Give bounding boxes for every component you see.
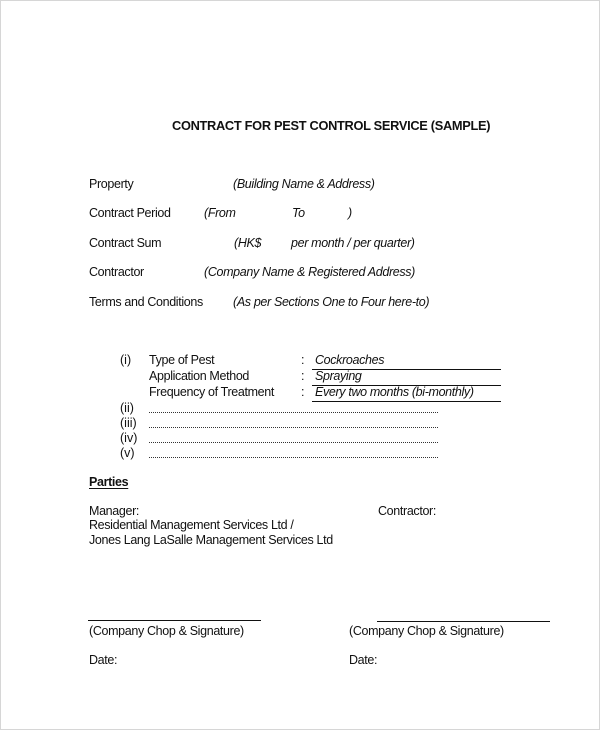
pest-item-numeral-iii: (iii): [120, 416, 137, 430]
manager-name-line2: Jones Lang LaSalle Management Services Ltd: [89, 533, 333, 547]
pest-row-value-type: Cockroaches: [315, 353, 385, 367]
pest-item-numeral-ii: (ii): [120, 401, 134, 415]
pest-row-sep: :: [301, 385, 305, 399]
pest-item-numeral: (i): [120, 353, 132, 367]
field-value-terms: (As per Sections One to Four here-to): [233, 295, 430, 309]
field-value-period-to: To: [292, 206, 305, 220]
field-label-contractor: Contractor: [89, 265, 144, 279]
field-value-period-from: (From: [204, 206, 236, 220]
manager-label: Manager:: [89, 504, 140, 518]
dotted-fill-line: [149, 427, 438, 428]
pest-item-numeral-v: (v): [120, 446, 135, 460]
field-label-contract-sum: Contract Sum: [89, 236, 162, 250]
date-label-right: Date:: [349, 653, 378, 667]
field-label-terms: Terms and Conditions: [89, 295, 203, 309]
field-value-property: (Building Name & Address): [233, 177, 375, 191]
pest-row-sep: :: [301, 353, 305, 367]
signature-line-left: [88, 620, 261, 621]
manager-name-line1: Residential Management Services Ltd /: [89, 518, 294, 532]
contractor-label: Contractor:: [378, 504, 436, 518]
pest-value-underline: [312, 401, 501, 402]
signature-line-right: [377, 621, 550, 622]
dotted-fill-line: [149, 457, 438, 458]
field-value-contractor: (Company Name & Registered Address): [204, 265, 415, 279]
pest-row-label-type: Type of Pest: [149, 353, 215, 367]
pest-item-numeral-iv: (iv): [120, 431, 138, 445]
field-value-period-close: ): [348, 206, 353, 220]
date-label-left: Date:: [89, 653, 118, 667]
pest-row-label-frequency: Frequency of Treatment: [149, 385, 275, 399]
field-label-contract-period: Contract Period: [89, 206, 171, 220]
field-label-property: Property: [89, 177, 134, 191]
dotted-fill-line: [149, 442, 438, 443]
field-value-sum-rate: per month / per quarter): [291, 236, 415, 250]
document-title: CONTRACT FOR PEST CONTROL SERVICE (SAMPLE): [172, 118, 491, 133]
field-value-sum-currency: (HK$: [234, 236, 262, 250]
signature-caption-right: (Company Chop & Signature): [349, 624, 504, 638]
pest-row-label-method: Application Method: [149, 369, 250, 383]
signature-caption-left: (Company Chop & Signature): [89, 624, 244, 638]
dotted-fill-line: [149, 412, 438, 413]
parties-heading: Parties: [89, 475, 129, 489]
pest-row-value-method: Spraying: [315, 369, 362, 383]
pest-row-sep: :: [301, 369, 305, 383]
pest-row-value-frequency: Every two months (bi-monthly): [315, 385, 474, 399]
